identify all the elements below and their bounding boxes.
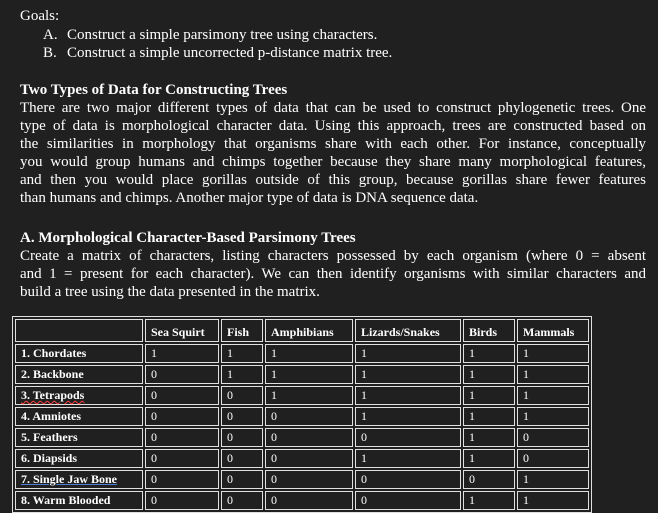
- matrix-cell: 0: [265, 407, 353, 426]
- matrix-cell: 0: [221, 428, 263, 447]
- row-label: 8. Warm Blooded: [15, 491, 143, 510]
- matrix-cell: 0: [265, 428, 353, 447]
- matrix-cell: 0: [355, 491, 461, 510]
- section-title-two-types: Two Types of Data for Constructing Trees: [20, 82, 288, 98]
- column-header: Birds: [463, 319, 515, 342]
- paragraph-line: and then you would place gorillas outside of this group, because gorillas share fewer features: [20, 172, 646, 188]
- row-label: 6. Diapsids: [15, 449, 143, 468]
- matrix-cell: 0: [517, 428, 589, 447]
- column-header: Lizards/Snakes: [355, 319, 461, 342]
- column-header: Mammals: [517, 319, 589, 342]
- table-row: [15, 428, 589, 447]
- row-label: 5. Feathers: [15, 428, 143, 447]
- row-label: [15, 470, 143, 489]
- matrix-cell: 1: [517, 491, 589, 510]
- matrix-cell: 1: [221, 344, 263, 363]
- matrix-cell: 0: [517, 449, 589, 468]
- matrix-cell: 0: [265, 491, 353, 510]
- matrix-cell: 0: [221, 491, 263, 510]
- paragraph-line: type of data is morphological character data. Using this approach, trees are constructed based on: [20, 118, 646, 134]
- matrix-cell: 1: [355, 365, 461, 384]
- matrix-cell: 1: [463, 344, 515, 363]
- paragraph-line: than humans and chimps. Another major type of data is DNA sequence data.: [20, 190, 479, 206]
- goal-text: Construct a simple parsimony tree using characters.: [67, 27, 378, 43]
- matrix-cell: 0: [355, 428, 461, 447]
- matrix-cell: 1: [221, 365, 263, 384]
- matrix-cell: 1: [355, 344, 461, 363]
- table-row: [15, 449, 589, 468]
- matrix-cell: 1: [463, 386, 515, 405]
- goal-letter: A.: [43, 27, 58, 43]
- paragraph-line: you would group humans and chimps together because they share many morphological features,: [20, 154, 646, 170]
- matrix-cell: 1: [145, 344, 219, 363]
- column-header: Sea Squirt: [145, 319, 219, 342]
- matrix-cell: 0: [145, 428, 219, 447]
- matrix-cell: 1: [463, 428, 515, 447]
- matrix-cell: 1: [265, 344, 353, 363]
- matrix-cell: 0: [145, 470, 219, 489]
- paragraph-line: and 1 = present for each character). We can then identify organisms with similar characters and: [20, 266, 646, 282]
- matrix-cell: 1: [517, 386, 589, 405]
- goal-item-b: [43, 44, 392, 62]
- matrix-cell: 1: [265, 365, 353, 384]
- column-header: Fish: [221, 319, 263, 342]
- matrix-cell: 1: [463, 407, 515, 426]
- matrix-cell: 0: [145, 365, 219, 384]
- matrix-cell: 1: [517, 470, 589, 489]
- matrix-cell: 1: [517, 365, 589, 384]
- matrix-cell: 1: [355, 449, 461, 468]
- paragraph-line: build a tree using the data presented in the matrix.: [20, 284, 320, 300]
- paragraph-line: Create a matrix of characters, listing characters possessed by each organism (where 0 = absent: [20, 248, 646, 264]
- table-row: [15, 470, 589, 489]
- row-label-text: 3. Tetrapods: [21, 388, 85, 402]
- paragraph-two-types: [20, 99, 646, 207]
- table-row: [15, 407, 589, 426]
- matrix-cell: 0: [355, 470, 461, 489]
- table-row: [15, 386, 589, 405]
- matrix-cell: 0: [145, 386, 219, 405]
- section-title-parsimony: A. Morphological Character-Based Parsimony Trees: [20, 230, 356, 246]
- header-corner-cell: [15, 319, 143, 342]
- goal-item-a: [43, 26, 377, 44]
- table-row: [15, 491, 589, 510]
- matrix-cell: 1: [517, 344, 589, 363]
- paragraph-line: There are two major different types of data that can be used to construct phylogenetic trees. One: [20, 100, 646, 116]
- row-label-text: 7. Single Jaw Bone: [21, 472, 118, 486]
- matrix-cell: 1: [463, 491, 515, 510]
- matrix-cell: 0: [145, 449, 219, 468]
- matrix-cell: 0: [221, 449, 263, 468]
- table-row: [15, 344, 589, 363]
- matrix-cell: 0: [221, 407, 263, 426]
- matrix-cell: 0: [221, 470, 263, 489]
- matrix-cell: 0: [145, 407, 219, 426]
- matrix-cell: 1: [265, 386, 353, 405]
- matrix-cell: 0: [463, 470, 515, 489]
- paragraph-parsimony: [20, 247, 646, 301]
- matrix-cell: 1: [355, 407, 461, 426]
- row-label: 1. Chordates: [15, 344, 143, 363]
- paragraph-line: the similarities in morphology that organisms share with each other. For instance, conceptually: [20, 136, 646, 152]
- table-row: [15, 365, 589, 384]
- row-label: [15, 386, 143, 405]
- matrix-cell: 0: [145, 491, 219, 510]
- table-header-row: [15, 319, 589, 342]
- row-label: 2. Backbone: [15, 365, 143, 384]
- character-matrix-table: [12, 316, 592, 513]
- goals-heading: Goals:: [20, 8, 60, 24]
- matrix-cell: 0: [265, 449, 353, 468]
- column-header: Amphibians: [265, 319, 353, 342]
- matrix-cell: 0: [221, 386, 263, 405]
- goal-text: Construct a simple uncorrected p-distance matrix tree.: [67, 45, 393, 61]
- matrix-cell: 1: [463, 449, 515, 468]
- matrix-cell: 1: [517, 407, 589, 426]
- row-label: 4. Amniotes: [15, 407, 143, 426]
- matrix-cell: 1: [463, 365, 515, 384]
- matrix-cell: 1: [355, 386, 461, 405]
- matrix-cell: 0: [265, 470, 353, 489]
- goal-letter: B.: [43, 45, 57, 61]
